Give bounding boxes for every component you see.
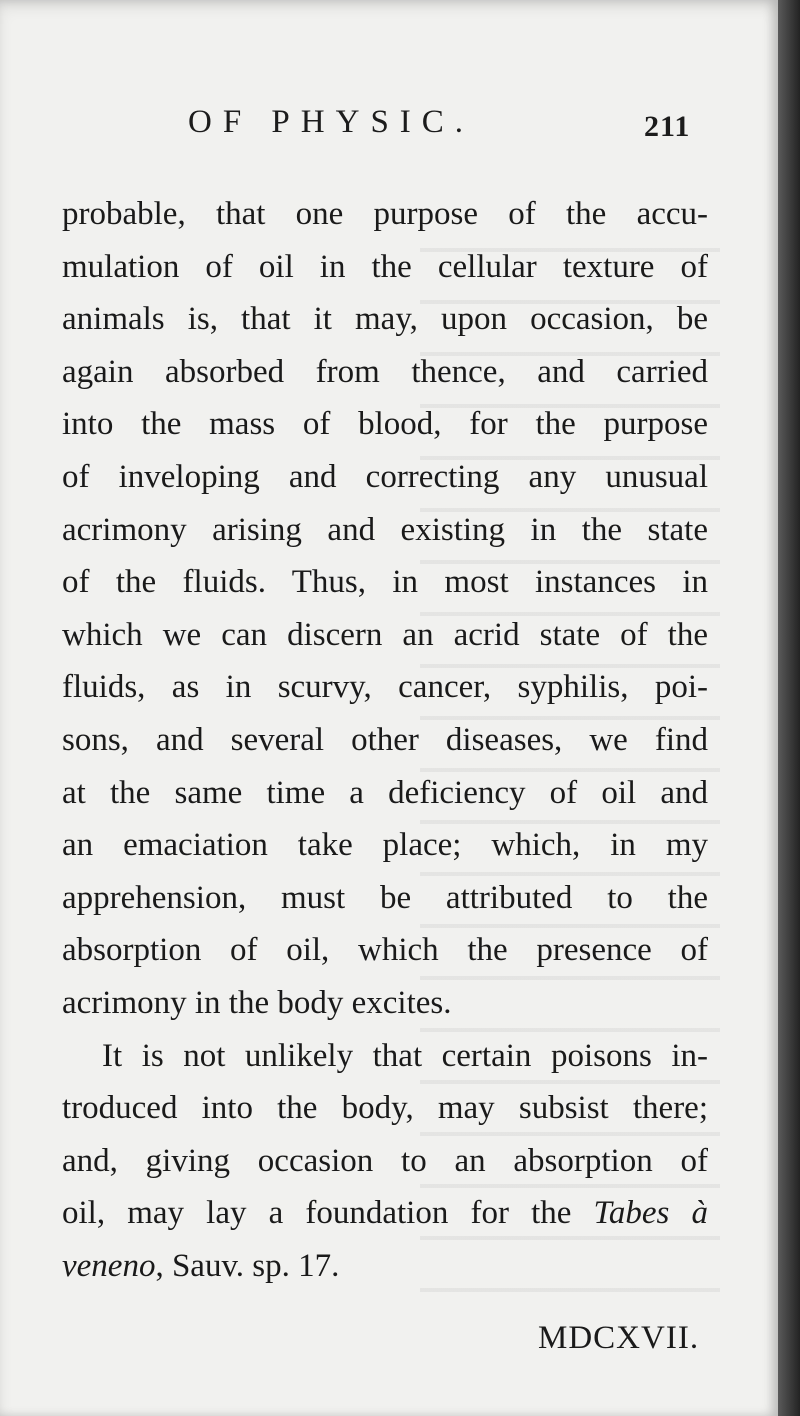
citation-text: , Sauv. sp. 17. xyxy=(155,1247,340,1284)
text-line: an emaciation take place; which, in my xyxy=(62,827,708,864)
text-line: acrimony arising and existing in the state xyxy=(62,511,708,548)
body-text xyxy=(62,188,708,1292)
text-line: of inveloping and correcting any unusual xyxy=(62,458,708,495)
text-line: sons, and several other diseases, we find xyxy=(62,721,708,758)
text-line: of the fluids. Thus, in most instances in xyxy=(62,564,708,601)
text-line: troduced into the body, may subsist there; xyxy=(62,1090,708,1127)
text-line: animals is, that it may, upon occasion, be xyxy=(62,301,708,338)
text-line: apprehension, must be attributed to the xyxy=(62,879,708,916)
paragraph-end-line xyxy=(62,1240,708,1293)
catchword: MDCXVII. xyxy=(538,1320,700,1356)
text-line: probable, that one purpose of the accu- xyxy=(62,196,708,232)
running-title: OF PHYSIC. xyxy=(188,104,475,140)
text-line: into the mass of blood, for the purpose xyxy=(62,406,708,443)
page-edge-shadow xyxy=(778,0,800,1416)
text-line: and, giving occasion to an absorption of xyxy=(62,1142,708,1179)
text-line-with-italic xyxy=(62,1187,708,1240)
text-line: mulation of oil in the cellular texture of xyxy=(62,248,708,285)
italic-term: veneno xyxy=(62,1247,156,1284)
running-head xyxy=(0,104,778,154)
line-text: oil, may lay a foundation for the xyxy=(62,1195,572,1232)
paragraph-end-line: acrimony in the body excites. xyxy=(62,984,452,1021)
italic-term: Tabes à xyxy=(593,1195,708,1232)
text-line: fluids, as in scurvy, cancer, syphilis, poi- xyxy=(62,669,708,706)
text-line: which we can discern an acrid state of the xyxy=(62,616,708,653)
text-line: again absorbed from thence, and carried xyxy=(62,353,708,390)
text-line: at the same time a deficiency of oil and xyxy=(62,774,708,811)
page-number: 211 xyxy=(644,110,691,143)
paragraph-start-line: It is not unlikely that certain poisons in- xyxy=(102,1037,708,1074)
text-line: absorption of oil, which the presence of xyxy=(62,932,708,969)
